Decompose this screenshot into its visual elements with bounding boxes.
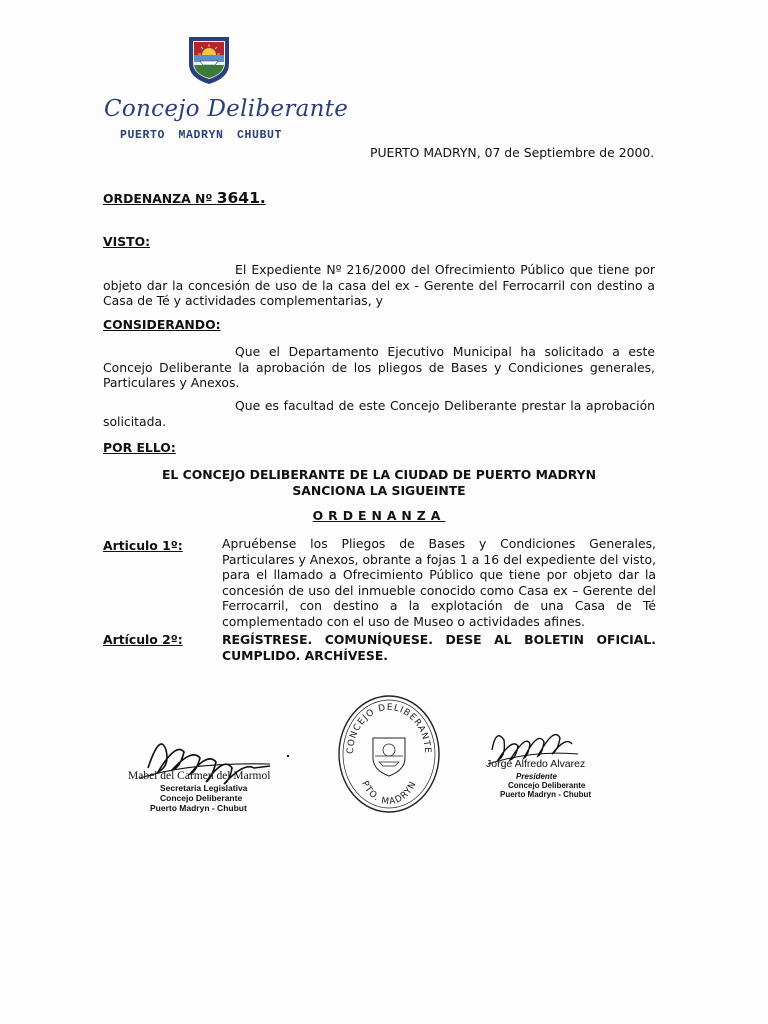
article-2-text: REGÍSTRESE. COMUNÍQUESE. DESE AL BOLETIN OFICIAL. CUMPLIDO. ARCHÍVESE.: [222, 632, 656, 663]
considerando-text-2: Que es facultad de este Concejo Deliberante prestar la aprobación solicitada.: [103, 398, 655, 429]
sanciona-line-2: SANCIONA LA SIGUEINTE: [292, 482, 466, 498]
right-signer-city: Puerto Madryn - Chubut: [500, 790, 592, 799]
left-signer-name: Mabel del Carmen del Marmol: [128, 770, 271, 782]
letterhead-subtitle: PUERTO MADRYN CHUBUT: [120, 129, 283, 142]
considerando-heading: CONSIDERANDO:: [103, 317, 221, 332]
svg-text:PTO. MADRYN: [359, 780, 419, 808]
right-signer-role: Presidente: [516, 772, 557, 781]
considerando-text-1: Que el Departamento Ejecutivo Municipal ha solicitado a este Concejo Deliberante la aprobación de los pliegos de Bases y Condiciones generales, Particulares y Anexos.: [103, 344, 655, 391]
article-1-text: Apruébense los Pliegos de Bases y Condiciones Generales, Particulares y Anexos, obrante a fojas 1 a 16 del expediente del visto, para el llamado a Ofrecimiento Público que tiene por objeto dar la concesión de uso del inmueble conocido como Casa ex – Gerente del Ferrocarril, con destino a la explotación de una Casa de Té complementado con el uso de Museo o actividades afines.: [222, 536, 656, 629]
sanciona-line-1: EL CONCEJO DELIBERANTE DE LA CIUDAD DE PUERTO MADRYN: [161, 467, 597, 482]
right-signer-org: Concejo Deliberante: [508, 781, 586, 790]
left-signer-org: Concejo Deliberante: [160, 793, 243, 803]
ordinance-label: ORDENANZA Nº: [103, 191, 217, 206]
sanciona-block: [103, 467, 655, 498]
svg-text:CONCEJO DELIBERANTE: [346, 703, 432, 754]
ordinance-number-heading: [103, 189, 266, 207]
visto-paragraph: [103, 262, 655, 309]
crest-logo: [186, 34, 232, 86]
right-signer-name: Jorge Alfredo Alvarez: [486, 758, 586, 770]
considerando-paragraph-2: [103, 398, 655, 429]
ordinance-number: 3641.: [216, 189, 266, 207]
considerando-paragraph-1: [103, 344, 655, 391]
official-seal: [337, 694, 441, 814]
left-signer-city: Puerto Madryn - Chubut: [150, 803, 247, 813]
visto-heading: VISTO:: [103, 234, 151, 249]
article-2-label: Artículo 2º:: [103, 632, 183, 647]
left-signer-role: Secretaria Legislativa: [160, 783, 248, 793]
date-line: PUERTO MADRYN, 07 de Septiembre de 2000.: [370, 145, 655, 160]
seal-top-text: CONCEJO DELIBERANTE: [345, 702, 433, 755]
visto-text: El Expediente Nº 216/2000 del Ofrecimiento Público que tiene por objeto dar la concesión de uso de la casa del ex - Gerente del Ferrocarril con destino a Casa de Té y actividades complementarias, y: [103, 262, 655, 309]
letterhead-title: Concejo Deliberante: [104, 96, 349, 122]
seal-bottom-text: PTO. MADRYN: [359, 779, 419, 808]
ordenanza-title: ORDENANZA: [312, 508, 446, 523]
por-ello-heading: POR ELLO:: [103, 440, 176, 455]
article-1-label: Articulo 1º:: [103, 538, 183, 553]
